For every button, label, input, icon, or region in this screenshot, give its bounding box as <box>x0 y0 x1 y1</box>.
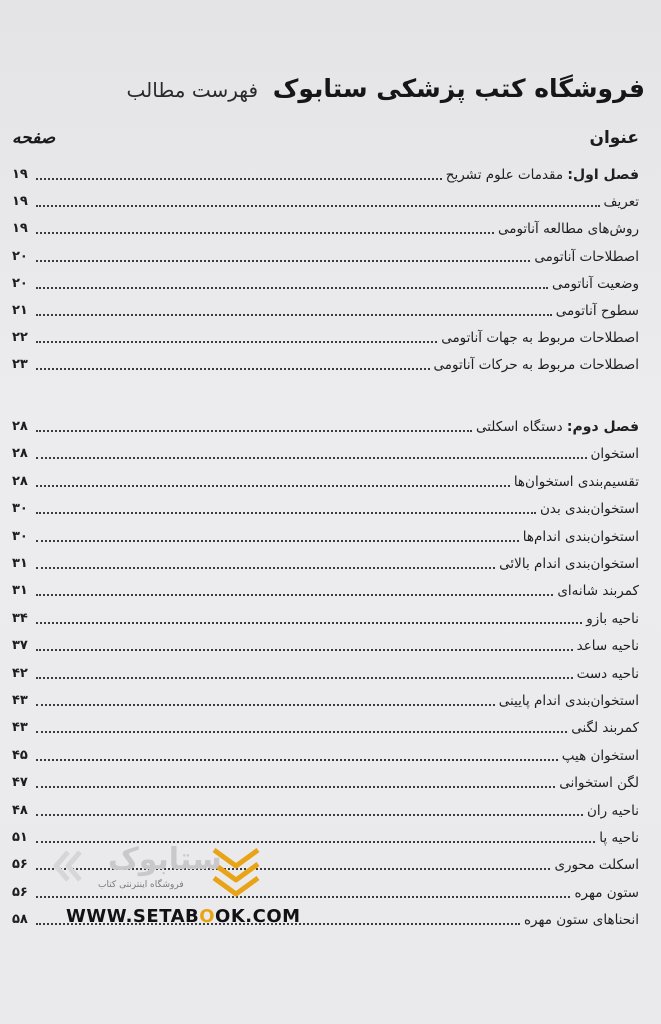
column-title-heading: عنوان <box>589 128 639 148</box>
page-number: ۲۰ <box>12 275 28 291</box>
toc-row <box>12 657 639 683</box>
page-number: ۳۱ <box>12 583 28 599</box>
toc-row <box>12 711 639 737</box>
page-number: ۳۷ <box>12 638 28 654</box>
toc-row <box>12 410 639 436</box>
entry-label: سطوح آناتومی <box>555 303 639 319</box>
toc-entry-title <box>472 418 639 436</box>
toc-row <box>12 158 639 184</box>
toc-entry-title <box>494 220 639 238</box>
toc-row <box>12 794 639 820</box>
leader-dots <box>36 566 495 569</box>
toc-entry-title <box>573 665 639 683</box>
toc-row <box>12 294 639 320</box>
leader-dots <box>36 231 494 234</box>
entry-label: اسکلت محوری <box>554 857 639 874</box>
page-number: ۵۶ <box>12 884 28 900</box>
url-part-o: O <box>199 906 216 927</box>
entry-label: کمربند لگنی <box>571 720 639 737</box>
toc-entry-title <box>495 692 639 710</box>
leader-dots <box>36 648 573 651</box>
toc-row <box>12 602 639 628</box>
toc-row <box>12 267 639 293</box>
leader-dots <box>36 703 495 706</box>
page-number: ۴۳ <box>12 720 28 736</box>
toc-row <box>12 212 639 238</box>
entry-label: دستگاه اسکلتی <box>475 419 567 435</box>
entry-label: کمربند شانه‌ای <box>557 583 639 600</box>
entry-label: ناحیه پا <box>599 830 639 846</box>
leader-dots <box>36 286 548 289</box>
toc-entry-title <box>600 193 639 211</box>
entry-label: اصطلاحات مربوط به جهات آناتومی <box>441 330 639 347</box>
leader-dots <box>36 484 510 487</box>
entry-label: ناحیه ساعد <box>576 638 639 655</box>
toc-entry-title <box>430 356 639 374</box>
toc-entry-title <box>558 747 639 765</box>
page-number: ۴۲ <box>12 665 28 681</box>
toc-row <box>12 766 639 792</box>
page-number: ۲۱ <box>12 303 28 318</box>
toc-entry-title <box>530 248 639 266</box>
toc-row <box>12 574 639 600</box>
leader-dots <box>36 758 558 761</box>
page-number: ۲۳ <box>12 357 28 373</box>
leader-dots <box>36 259 530 262</box>
entry-label: انحناهای ستون مهره <box>523 912 639 929</box>
toc-entry-title <box>548 275 639 293</box>
entry-label: استخوان‌بندی بدن <box>539 501 639 518</box>
entry-label: تقسیم‌بندی استخوان‌ها <box>513 473 639 490</box>
toc-entry-title <box>555 774 639 792</box>
toc-entry-title <box>552 302 639 320</box>
page-number: ۳۰ <box>12 501 28 517</box>
header-title: فروشگاه کتب پزشکی ستابوک <box>272 74 645 103</box>
toc-row <box>12 520 639 546</box>
page-number: ۱۹ <box>12 194 28 210</box>
toc-entry-title <box>587 445 640 463</box>
toc-row <box>12 492 639 518</box>
toc-row <box>12 629 639 655</box>
toc-entry-title <box>442 166 639 184</box>
leader-dots <box>36 539 519 542</box>
page-number: ۴۷ <box>12 775 28 791</box>
leader-dots <box>36 676 573 679</box>
toc-entry-title <box>520 911 639 929</box>
leader-dots <box>36 621 582 624</box>
page-number: ۴۵ <box>12 747 28 763</box>
toc-row <box>12 437 639 463</box>
toc-entry-title <box>570 884 639 902</box>
url-part-1: WWW.SETAB <box>66 906 200 927</box>
toc-entry-title <box>495 555 639 573</box>
toc-row <box>12 240 639 266</box>
leader-dots <box>36 730 567 733</box>
leader-dots <box>36 429 472 432</box>
toc-row <box>12 185 639 211</box>
page-number: ۱۹ <box>12 221 28 237</box>
page-number: ۳۴ <box>12 610 28 626</box>
page-number: ۴۳ <box>12 693 28 708</box>
toc-entry-title <box>510 473 639 491</box>
entry-label: ستون مهره <box>574 884 639 901</box>
entry-label: اصطلاحات مربوط به حرکات آناتومی <box>433 357 639 374</box>
page-number: ۲۰ <box>12 248 28 264</box>
page-number: ۵۱ <box>12 830 28 845</box>
toc-entry-title <box>550 856 639 874</box>
page-number: ۳۰ <box>12 528 28 544</box>
entry-label: وضعیت آناتومی <box>552 275 639 292</box>
column-page-heading: صفحه <box>12 128 56 148</box>
chapter-label: فصل اول: <box>567 167 639 183</box>
page-number: ۴۸ <box>12 802 28 818</box>
watermark-tagline: فروشگاه اینترنتی کتاب <box>98 880 184 890</box>
leader-dots <box>36 177 442 180</box>
toc-row <box>12 547 639 573</box>
watermark-brand: ستابوک <box>108 842 222 877</box>
header-subtitle: فهرست مطالب <box>126 78 259 102</box>
leader-dots <box>36 313 552 316</box>
leader-dots <box>36 593 553 596</box>
page-number: ۳۱ <box>12 556 28 571</box>
entry-label: ناحیه ران <box>586 802 639 819</box>
entry-label: ناحیه بازو <box>586 610 639 627</box>
entry-label: استخوان‌بندی اندام‌ها <box>522 528 639 545</box>
toc-entry-title <box>536 500 639 518</box>
leader-dots <box>36 511 536 514</box>
toc-entry-title <box>519 528 639 546</box>
watermark-url <box>66 906 301 927</box>
leader-dots <box>36 456 587 459</box>
entry-label: لگن استخوانی <box>559 775 639 792</box>
url-part-2: OK.COM <box>215 906 301 927</box>
toc-row <box>12 465 639 491</box>
leader-dots <box>36 204 600 207</box>
entry-label: مقدمات علوم تشریح <box>445 167 568 183</box>
chapter-label: فصل دوم: <box>566 419 639 435</box>
toc-entry-title <box>567 719 639 737</box>
leader-dots <box>36 785 555 788</box>
toc-entry-title <box>437 329 639 347</box>
entry-label: روش‌های مطالعه آناتومی <box>497 221 639 238</box>
page-header <box>126 74 645 103</box>
entry-label: ناحیه دست <box>576 665 639 682</box>
toc-entry-title <box>573 637 639 655</box>
toc-row <box>12 684 639 710</box>
entry-label: استخوان‌بندی اندام بالائی <box>499 556 639 572</box>
page-number: ۲۸ <box>12 473 28 489</box>
page-number: ۲۸ <box>12 419 28 434</box>
page-number: ۵۶ <box>12 857 28 873</box>
leader-dots <box>36 367 430 370</box>
toc-row <box>12 348 639 374</box>
page-number: ۲۸ <box>12 446 28 462</box>
leader-dots <box>36 813 583 816</box>
toc-entry-title <box>595 829 639 847</box>
entry-label: استخوان هیپ <box>561 747 639 764</box>
toc-entry-title <box>553 582 639 600</box>
entry-label: اصطلاحات آناتومی <box>534 248 639 265</box>
page-number: ۱۹ <box>12 167 28 182</box>
page-number: ۵۸ <box>12 912 28 928</box>
leader-dots <box>36 340 437 343</box>
entry-label: استخوان‌بندی اندام پایینی <box>498 693 639 709</box>
toc-row <box>12 739 639 765</box>
toc-entry-title <box>583 802 639 820</box>
page-number: ۲۲ <box>12 330 28 346</box>
toc-row <box>12 321 639 347</box>
entry-label: استخوان <box>590 446 639 463</box>
entry-label: تعریف <box>603 194 639 211</box>
toc-entry-title <box>582 610 639 628</box>
